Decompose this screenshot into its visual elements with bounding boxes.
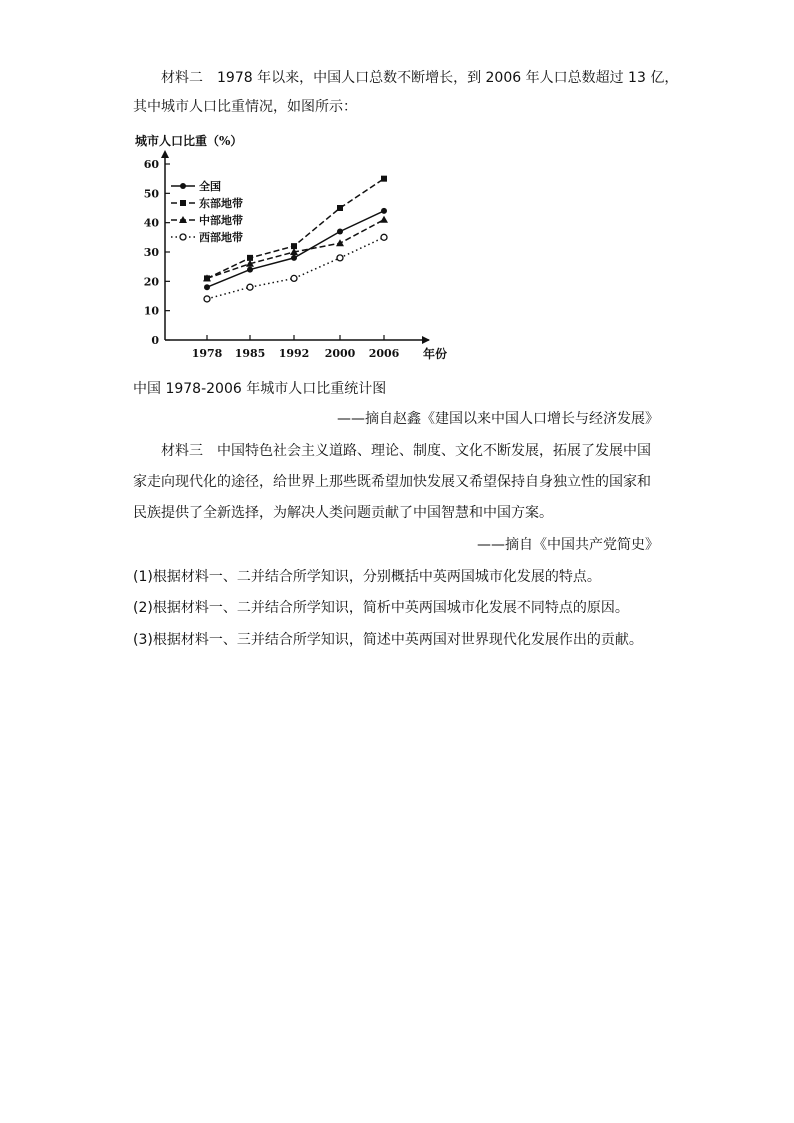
material3-line1: 材料三 中国特色社会主义道路、理论、制度、文化不断发展，拓展了发展中国 bbox=[161, 443, 651, 459]
data-point bbox=[337, 205, 343, 211]
y-tick-label: 40 bbox=[143, 216, 159, 230]
figure-source: ——摘自赵鑫《建国以来中国人口增长与经济发展》 bbox=[337, 411, 659, 427]
y-axis-arrow bbox=[161, 150, 169, 158]
y-tick-label: 60 bbox=[143, 158, 159, 171]
x-tick-label: 1978 bbox=[191, 347, 223, 360]
data-point bbox=[337, 255, 343, 261]
material3-source: ——摘自《中国共产党简史》 bbox=[477, 537, 659, 553]
figure-caption: 中国 1978-2006 年城市人口比重统计图 bbox=[133, 381, 387, 397]
data-point bbox=[336, 239, 344, 246]
data-point bbox=[204, 296, 210, 302]
legend-label: 中部地带 bbox=[199, 214, 243, 227]
y-tick-label: 20 bbox=[143, 275, 159, 289]
question-3: (3)根据材料一、三并结合所学知识，简述中英两国对世界现代化发展作出的贡献。 bbox=[133, 632, 643, 648]
question-1: (1)根据材料一、二并结合所学知识，分别概括中英两国城市化发展的特点。 bbox=[133, 569, 601, 585]
x-tick-label: 2000 bbox=[324, 347, 356, 360]
data-point bbox=[291, 255, 297, 261]
legend-marker bbox=[180, 183, 186, 189]
urban-population-chart bbox=[133, 128, 448, 364]
x-tick-label: 1992 bbox=[278, 347, 310, 360]
x-tick-label: 1985 bbox=[234, 347, 266, 360]
y-tick-label: 50 bbox=[143, 187, 159, 201]
series-1 bbox=[204, 176, 387, 282]
data-point bbox=[291, 275, 297, 281]
data-point bbox=[381, 176, 387, 182]
question-2: (2)根据材料一、二并结合所学知识，简析中英两国城市化发展不同特点的原因。 bbox=[133, 600, 629, 616]
data-point bbox=[247, 267, 253, 273]
material2-line2: 其中城市人口比重情况，如图所示： bbox=[133, 99, 357, 115]
legend-label: 西部地带 bbox=[199, 231, 243, 244]
x-axis-arrow bbox=[422, 336, 430, 344]
legend-label: 全国 bbox=[199, 180, 221, 193]
chart-legend bbox=[171, 179, 243, 244]
data-point bbox=[247, 284, 253, 290]
data-point bbox=[204, 284, 210, 290]
x-axis-label: 年份 bbox=[423, 347, 448, 361]
series-line bbox=[207, 179, 384, 279]
legend-label: 东部地带 bbox=[199, 197, 243, 210]
material3-line2: 家走向现代化的途径，给世界上那些既希望加快发展又希望保持自身独立性的国家和 bbox=[133, 474, 651, 490]
data-point bbox=[381, 234, 387, 240]
material3-line3: 民族提供了全新选择，为解决人类问题贡献了中国智慧和中国方案。 bbox=[133, 505, 553, 521]
legend-marker bbox=[180, 200, 186, 206]
legend-marker bbox=[180, 234, 186, 240]
data-point bbox=[381, 208, 387, 214]
material2-line1: 材料二 1978 年以来，中国人口总数不断增长，到 2006 年人口总数超过 13 亿， bbox=[161, 70, 679, 86]
data-point bbox=[337, 228, 343, 234]
data-point bbox=[380, 216, 388, 223]
x-tick-label: 2006 bbox=[368, 347, 400, 360]
y-axis-label: 城市人口比重（%） bbox=[135, 134, 243, 148]
y-tick-label: 10 bbox=[143, 304, 159, 318]
y-tick-label: 30 bbox=[143, 246, 159, 259]
y-tick-label: 0 bbox=[151, 334, 159, 347]
